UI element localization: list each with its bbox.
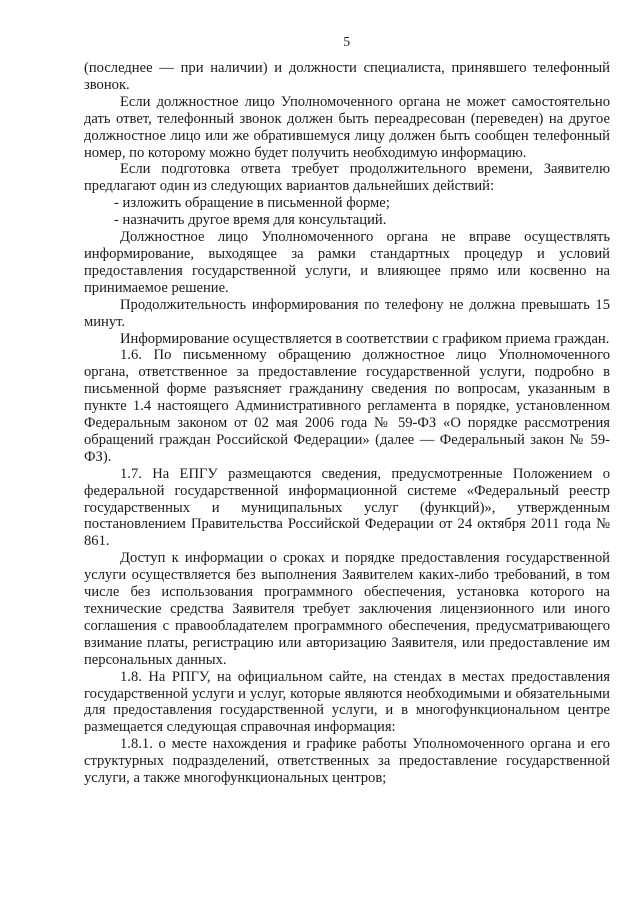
paragraph: Продолжительность информирования по телефону не должна превышать 15 минут. bbox=[84, 296, 610, 330]
paragraph: Если должностное лицо Уполномоченного органа не может самостоятельно дать ответ, телефонный звонок должен быть переадресован (переведен) на другое должностное лицо или же обратившемуся лицу должен быть сообщен телефонный номер, по которому можно будет получить необходимую информацию. bbox=[84, 93, 610, 161]
page-number: 5 bbox=[343, 34, 351, 49]
paragraph: (последнее — при наличии) и должности специалиста, принявшего телефонный звонок. bbox=[84, 60, 610, 93]
paragraph: 1.8.1. о месте нахождения и графике работы Уполномоченного органа и его структурных подразделений, ответственных за предоставление государственной услуги, а также многофункциональных центров; bbox=[84, 736, 610, 787]
paragraph: 1.8. На РПГУ, на официальном сайте, на стендах в местах предоставления государственной услуги и услуг, которые являются необходимыми и обязательными для предоставления государственной услуги, и в многофункциональном центре размещается следующая справочная информация: bbox=[84, 668, 610, 736]
paragraph: Должностное лицо Уполномоченного органа не вправе осуществлять информирование, выходящее за рамки стандартных процедур и условий предоставления государственной услуги, и влияющее прямо или косвенно на принимаемое решение. bbox=[84, 229, 610, 296]
paragraph: 1.6. По письменному обращению должностное лицо Уполномоченного органа, ответственное за предоставление государственной услуги, подробно в письменной форме разъясняет гражданину сведения по вопросам, указанным в пункте 1.4 настоящего Административного регламента в порядке, установленном Федеральным законом от 02 мая 2006 года № 59-ФЗ «О порядке рассмотрения обращений граждан Российской Федерации» (далее — Федеральный закон № 59-ФЗ). bbox=[84, 347, 610, 465]
paragraph: 1.7. На ЕПГУ размещаются сведения, предусмотренные Положением о федеральной государственной информационной системе «Федеральный реестр государственных и муниципальных услуг (функций)», утвержденным постановлением Правительства Российской Федерации от 24 октября 2011 года № 861. bbox=[84, 465, 610, 550]
paragraph: Доступ к информации о сроках и порядке предоставления государственной услуги осуществляется без выполнения Заявителем каких-либо требований, в том числе без использования программного обеспечения, установка которого на технические средства Заявителя требует заключения лицензионного или иного соглашения с правообладателем программного обеспечения, предусматривающего взимание платы, регистрацию или авторизацию Заявителя, или предоставление им персональных данных. bbox=[84, 550, 610, 668]
list-item: - назначить другое время для консультаций. bbox=[114, 212, 387, 229]
document-body bbox=[84, 60, 610, 787]
paragraph: Информирование осуществляется в соответствии с графиком приема граждан. bbox=[120, 330, 610, 347]
list-item: - изложить обращение в письменной форме; bbox=[114, 195, 390, 212]
paragraph: Если подготовка ответа требует продолжительного времени, Заявителю предлагают один из следующих вариантов дальнейших действий: bbox=[84, 161, 610, 195]
